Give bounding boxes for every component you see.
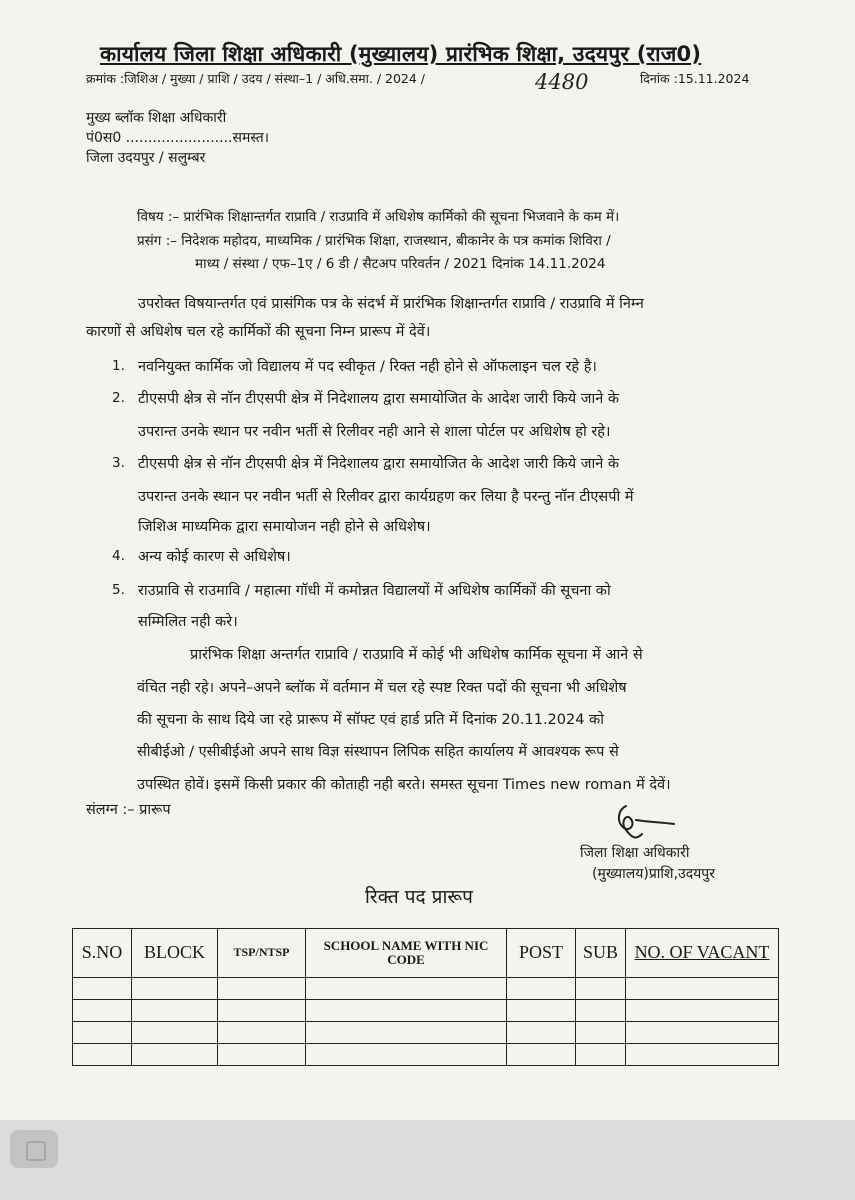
table-cell [218, 1022, 306, 1044]
table-cell [306, 978, 507, 1000]
item-text: अन्य कोई कारण से अधिशेष। [138, 549, 291, 565]
signature-mark [596, 800, 676, 848]
column-header-post: POST [507, 929, 576, 978]
table-cell [576, 978, 626, 1000]
table-cell [132, 1044, 218, 1066]
column-header-sno: S.NO [73, 929, 132, 978]
column-header-block: BLOCK [132, 929, 218, 978]
table-cell [626, 1022, 779, 1044]
enclosure-note: संलग्न :– प्रारूप [86, 802, 171, 818]
closing-line: की सूचना के साथ दिये जा रहे प्रारूप में सॉफ्ट एवं हार्ड प्रति में दिनांक 20.11.2024 को [137, 712, 604, 728]
table-cell [306, 1044, 507, 1066]
closing-line: उपस्थित होवें। इसमें किसी प्रकार की कोताही नही बरते। समस्त सूचना Times new roman में देवें। [137, 777, 671, 793]
column-header-no-of-vacant: NO. OF VACANT [626, 929, 779, 978]
table-cell [306, 1000, 507, 1022]
table-cell [507, 978, 576, 1000]
table-cell [576, 1022, 626, 1044]
signatory-designation: जिला शिक्षा अधिकारी [580, 845, 690, 861]
intro-line-1: उपरोक्त विषयान्तर्गत एवं प्रासंगिक पत्र के संदर्भ में प्रारंभिक शिक्षान्तर्गत राप्रावि / राउप्रावि में निम्न [138, 296, 644, 312]
closing-line: सीबीईओ / एसीबीईओ अपने साथ विज्ञ संस्थापन लिपिक सहित कार्यालय में आवश्यक रूप से [137, 744, 619, 760]
intro-line-2: कारणों से अधिशेष चल रहे कार्मिकों की सूचना निम्न प्रारूप में देवें। [86, 324, 431, 340]
viewer-overlay-button[interactable] [10, 1130, 58, 1168]
column-header-tsp-ntsp: TSP/NTSP [218, 929, 306, 978]
addressee-line-3: जिला उदयपुर / सलुम्बर [86, 150, 206, 166]
reference-number: क्रमांक :जिशिअ / मुख्या / प्राशि / उदय / संस्था–1 / अधि.समा. / 2024 / [86, 71, 426, 86]
addressee-line-2: पं0स0 ........................समस्त। [86, 130, 270, 146]
square-icon [26, 1141, 46, 1161]
reference-line-2: माध्य / संस्था / एफ–1ए / 6 डी / सैटअप परिवर्तन / 2021 दिनांक 14.11.2024 [195, 256, 606, 272]
form-title: रिक्त पद प्रारूप [365, 886, 473, 908]
table-cell [73, 1044, 132, 1066]
table-cell [626, 1044, 779, 1066]
item-text: टीएसपी क्षेत्र से नॉन टीएसपी क्षेत्र में निदेशालय द्वारा समायोजित के आदेश जारी किये जाने के [138, 456, 620, 472]
table-row [73, 1044, 779, 1066]
table-cell [507, 1044, 576, 1066]
table-row [73, 1000, 779, 1022]
table-cell [626, 1000, 779, 1022]
column-header-sub: SUB [576, 929, 626, 978]
table-cell [132, 978, 218, 1000]
item-number: 1. [112, 358, 125, 374]
table-cell [306, 1022, 507, 1044]
table-cell [507, 1000, 576, 1022]
table-cell [218, 978, 306, 1000]
table-cell [507, 1022, 576, 1044]
reference-line-1: प्रसंग :– निदेशक महोदय, माध्यमिक / प्रारंभिक शिक्षा, राजस्थान, बीकानेर के पत्र कमांक शिविरा / [137, 233, 611, 249]
table-cell [218, 1044, 306, 1066]
item-text: उपरान्त उनके स्थान पर नवीन भर्ती से रिलीवर द्वारा कार्यग्रहण कर लिया है परन्तु नॉन टीएसपी में [138, 489, 634, 505]
table-cell [218, 1000, 306, 1022]
table-row [73, 1022, 779, 1044]
column-header-school-name: SCHOOL NAME WITH NIC CODE [306, 929, 507, 978]
item-text: टीएसपी क्षेत्र से नॉन टीएसपी क्षेत्र में निदेशालय द्वारा समायोजित के आदेश जारी किये जाने के [138, 391, 620, 407]
table-header-row [73, 929, 779, 978]
item-number: 2. [112, 390, 125, 406]
item-text: जिशिअ माध्यमिक द्वारा समायोजन नही होने से अधिशेष। [138, 519, 431, 535]
vacancy-form-table [72, 928, 779, 1066]
addressee-line-1: मुख्य ब्लॉक शिक्षा अधिकारी [86, 110, 227, 126]
table-cell [576, 1000, 626, 1022]
item-text: सम्मिलित नही करे। [138, 614, 238, 630]
table-cell [132, 1000, 218, 1022]
closing-line: प्रारंभिक शिक्षा अन्तर्गत राप्रावि / राउप्रावि में कोई भी अधिशेष कार्मिक सूचना में आने से [190, 647, 643, 663]
item-number: 5. [112, 582, 125, 598]
item-text: उपरान्त उनके स्थान पर नवीन भर्ती से रिलीवर नही आने से शाला पोर्टल पर अधिशेष हो रहे। [138, 424, 611, 440]
closing-line: वंचित नही रहे। अपने–अपने ब्लॉक में वर्तमान में चल रहे स्पष्ट रिक्त पदों की सूचना भी अधिशेष [137, 680, 627, 696]
signatory-office: (मुख्यालय)प्राशि,उदयपुर [592, 866, 715, 882]
letter-date: दिनांक :15.11.2024 [640, 71, 750, 86]
table-cell [132, 1022, 218, 1044]
table-row [73, 978, 779, 1000]
office-title: कार्यालय जिला शिक्षा अधिकारी (मुख्यालय) प्रारंभिक शिक्षा, उदयपुर (राज0) [100, 42, 702, 66]
table-cell [73, 1000, 132, 1022]
item-number: 3. [112, 455, 125, 471]
item-text: राउप्रावि से राउमावि / महात्मा गॉधी में कमोन्नत विद्यालयों में अधिशेष कार्मिकों की सूचना को [138, 583, 611, 599]
table-cell [73, 1022, 132, 1044]
item-number: 4. [112, 548, 125, 564]
subject-line: विषय :– प्रारंभिक शिक्षान्तर्गत राप्रावि / राउप्रावि में अधिशेष कार्मिको की सूचना भिजवाने के कम में। [137, 209, 620, 225]
item-text: नवनियुक्त कार्मिक जो विद्यालय में पद स्वीकृत / रिक्त नही होने से ऑफलाइन चल रहे है। [138, 359, 597, 375]
table-cell [626, 978, 779, 1000]
table-cell [576, 1044, 626, 1066]
table-cell [73, 978, 132, 1000]
handwritten-dispatch-number: 4480 [535, 70, 589, 94]
